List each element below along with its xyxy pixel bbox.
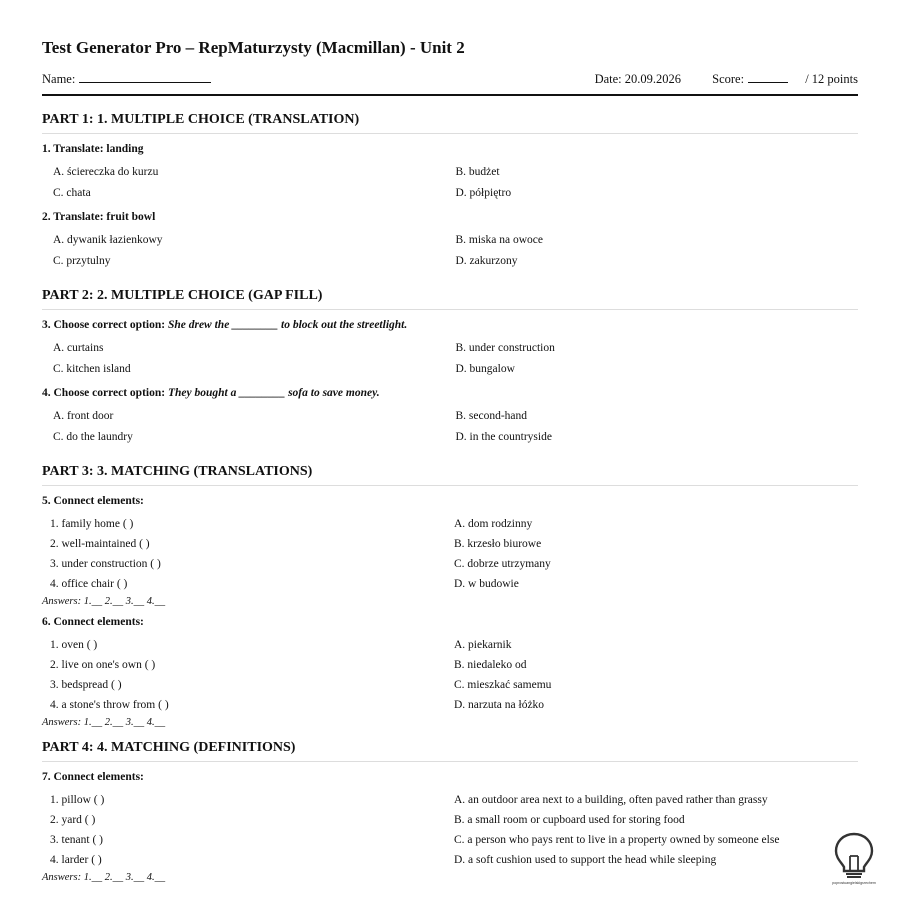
part-4 [42, 740, 858, 883]
matching-grid [42, 635, 858, 715]
options [42, 406, 858, 448]
gap-sentence: They bought a ________ sofa to save money. [167, 387, 380, 399]
question-text [42, 143, 858, 155]
options [42, 230, 858, 272]
match-right-item: C. dobrze utrzymany [454, 558, 551, 570]
question-text [42, 387, 858, 399]
option-c: C. przytulny [53, 255, 111, 267]
gap-sentence: She drew the ________ to block out the streetlight. [167, 319, 408, 331]
match-right-item: C. a person who pays rent to live in a property owned by someone else [454, 834, 780, 846]
score-field [698, 72, 858, 86]
option-d: D. in the countryside [455, 431, 552, 443]
logo-text: poprostuangielskigrzechem [832, 881, 876, 885]
match-left-item: 3. tenant ( ) [50, 834, 104, 846]
match-right-item: B. krzesło biurowe [454, 538, 542, 550]
option-b: B. budżet [455, 166, 500, 178]
part-1 [42, 112, 858, 272]
match-right-item: A. piekarnik [454, 639, 512, 651]
question-2 [42, 211, 858, 272]
name-field [42, 71, 211, 87]
match-left-item: 2. live on one's own ( ) [50, 659, 156, 671]
score-label: Score: [712, 72, 745, 86]
match-right-item: B. niedaleko od [454, 659, 527, 671]
match-left-item: 2. well-maintained ( ) [50, 538, 150, 550]
question-text: 5. Connect elements: [42, 495, 144, 507]
question-prefix: 1. Translate: landing [42, 143, 144, 155]
question-7 [42, 771, 858, 883]
lightbulb-logo-icon [826, 830, 882, 886]
question-text [42, 319, 858, 331]
name-blank [79, 71, 211, 83]
option-b: B. miska na owoce [455, 234, 544, 246]
option-d: D. zakurzony [455, 255, 518, 267]
match-left-item: 3. under construction ( ) [50, 558, 161, 570]
match-left-item: 2. yard ( ) [50, 814, 96, 826]
match-left-item: 4. office chair ( ) [50, 578, 128, 590]
match-left-item: 1. pillow ( ) [50, 794, 105, 806]
option-b: B. second-hand [455, 410, 528, 422]
options [42, 162, 858, 204]
option-a: A. dywanik łazienkowy [53, 234, 163, 246]
question-text [42, 211, 858, 223]
question-1 [42, 143, 858, 204]
option-a: A. front door [53, 410, 114, 422]
meta-row [42, 71, 858, 96]
question-prefix: 3. Choose correct option: [42, 319, 168, 331]
part-title: PART 3: 3. MATCHING (TRANSLATIONS) [42, 464, 858, 486]
match-right-item: D. a soft cushion used to support the head while sleeping [454, 854, 717, 866]
question-4 [42, 387, 858, 448]
option-d: D. bungalow [455, 363, 515, 375]
meta-right [581, 71, 858, 87]
option-d: D. półpiętro [455, 187, 512, 199]
matching-grid [42, 514, 858, 594]
part-title: PART 1: 1. MULTIPLE CHOICE (TRANSLATION) [42, 112, 858, 134]
match-right-item: A. an outdoor area next to a building, often paved rather than grassy [454, 794, 768, 806]
score-blank [748, 71, 788, 83]
match-right-item: C. mieszkać samemu [454, 679, 552, 691]
question-5 [42, 495, 858, 607]
match-left-item: 1. family home ( ) [50, 518, 134, 530]
match-right-item: A. dom rodzinny [454, 518, 533, 530]
match-left-item: 4. a stone's throw from ( ) [50, 699, 169, 711]
match-right-item: D. narzuta na łóżko [454, 699, 545, 711]
option-a: A. ściereczka do kurzu [53, 166, 159, 178]
answers-line: Answers: 1.__ 2.__ 3.__ 4.__ [42, 872, 166, 883]
page-title: Test Generator Pro – RepMaturzysty (Macmillan) - Unit 2 [42, 38, 465, 57]
question-text: 6. Connect elements: [42, 616, 144, 628]
match-right-item: D. w budowie [454, 578, 519, 590]
answers-line: Answers: 1.__ 2.__ 3.__ 4.__ [42, 596, 166, 607]
part-2 [42, 288, 858, 448]
option-c: C. kitchen island [53, 363, 131, 375]
name-label: Name: [42, 72, 76, 86]
option-c: C. do the laundry [53, 431, 133, 443]
match-right-item: B. a small room or cupboard used for storing food [454, 814, 685, 826]
part-title: PART 4: 4. MATCHING (DEFINITIONS) [42, 740, 858, 762]
question-prefix: 2. Translate: fruit bowl [42, 211, 156, 223]
match-left-item: 3. bedspread ( ) [50, 679, 122, 691]
question-prefix: 4. Choose correct option: [42, 387, 168, 399]
option-a: A. curtains [53, 342, 104, 354]
score-points: / 12 points [805, 72, 858, 86]
matching-grid [42, 790, 858, 870]
question-text: 7. Connect elements: [42, 771, 144, 783]
option-b: B. under construction [455, 342, 555, 354]
option-c: C. chata [53, 187, 91, 199]
answers-line: Answers: 1.__ 2.__ 3.__ 4.__ [42, 717, 166, 728]
part-title: PART 2: 2. MULTIPLE CHOICE (GAP FILL) [42, 288, 858, 310]
options [42, 338, 858, 380]
match-left-item: 1. oven ( ) [50, 639, 98, 651]
part-3 [42, 464, 858, 728]
match-left-item: 4. larder ( ) [50, 854, 102, 866]
question-6 [42, 616, 858, 728]
date-label: Date: 20.09.2026 [594, 72, 682, 86]
question-3 [42, 319, 858, 380]
